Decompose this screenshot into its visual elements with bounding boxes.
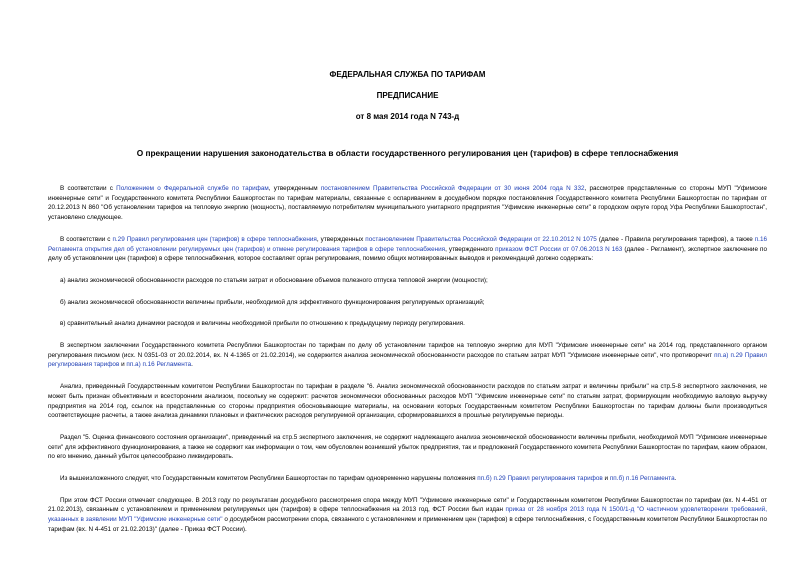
paragraph-1: В соответствии с Положением о Федеральной службе по тарифам, утвержденным постановлением Правительства Российской Федерации от 30 июня 2004 года N 332, рассмотрев представленные со стороны МУП "Уфимские инженерные сети" и Государственного комитета Республики Башкортостан по тарифам материалы, связанные с оспариванием в досудебном порядке постановления Государственного комитета Республики Башкортостан по тарифам от 20.12.2013 N 860 "Об установлении тарифов на тепловую энергию (мощность), поставляемую потребителям муниципального унитарного предприятия "Уфимские инженерные сети" в городском округе город Уфа Республики Башкортостан", установлено следующее. bbox=[48, 185, 767, 222]
paragraph-6: Из вышеизложенного следует, что Государственным комитетом Республики Башкортостан по тарифам одновременно нарушены положения пп.б) п.29 Правил регулирования тарифов и пп.б) п.16 Регламента. bbox=[60, 475, 677, 483]
link-government-resolution-332[interactable]: постановлением Правительства Российской Федерации от 30 июня 2004 года N 332 bbox=[320, 185, 585, 192]
paragraph-4: Анализ, приведенный Государственным комитетом Республики Башкортостан по тарифам в разделе "6. Анализ экономической обоснованности расходов по статьям затрат и величины прибыли" на стр.5-8 экспертного заключения, не может быть признан объективным и всесторонним анализом, поскольку не содержит: расчетов экономически обоснованных расходов МУП "Уфимские инженерные сети" по статьям затрат, формирующим необходимую валовую выручку предприятия на 2014 год, ссылок на представленные со стороны предприятия обосновывающие материалы, на основании которых Государственным комитетом Республики Башкортостан по тарифам должны были производиться соответствующие расчеты, а также анализа динамики плановых и фактических расходов регулируемой организации, сформировавшихся в прошлые регулируемые периоды. bbox=[48, 383, 767, 420]
document-title: О прекращении нарушения законодательства в области государственного регулирования цен (тарифов) в сфере теплоснабжения bbox=[136, 148, 679, 158]
paragraph-7: При этом ФСТ России отмечает следующее. В 2013 году по результатам досудебного рассмотрения спора между МУП "Уфимские инженерные сети" и Государственным комитетом Республики Башкортостан по тарифам (вх. N 4-451 от 21.02.2013), связанным с установлением и применением регулируемых цен (тарифов) в сфере теплоснабжения на 2013 год, ФСТ России был издан приказ от 28 ноября 2013 года N 1500/1-д "О частичном удовлетворении требований, указанных в заявлении МУП "Уфимские инженерные сети" о досудебном рассмотрении спора, связанного с установлением и применением цен (тарифов) в сфере теплоснабжения, с Государственным комитетом Республики Башкортостан по тарифам (вх. N 4-451 от 21.02.2013)" (далее - Приказ ФСТ России). bbox=[48, 496, 767, 533]
list-item-v: в) сравнительный анализ динамики расходов и величины необходимой прибыли по отношению к предыдущему периоду регулирования. bbox=[60, 320, 465, 328]
paragraph-3: В экспертном заключении Государственного комитета Республики Башкортостан по тарифам по делу об установлении тарифов на тепловую энергию для МУП "Уфимские инженерные сети" на 2014 год, представленного органом регулирования письмом (исх. N 0351-03 от 20.02.2014, вх. N 4-1365 от 21.02.2014), не содержится анализа экономической обоснованности расходов по статьям затрат МУП "Уфимские инженерные сети", что противоречит пп.а) п.29 Правил регулирования тарифов и пп.а) п.16 Регламента. bbox=[48, 342, 767, 369]
list-item-b: б) анализ экономической обоснованности величины прибыли, необходимой для эффективного функционирования регулируемых организаций; bbox=[60, 298, 485, 306]
paragraph-2: В соответствии с п.29 Правил регулирования цен (тарифов) в сфере теплоснабжения, утвержденных постановлением Правительства Российской Федерации от 22.10.2012 N 1075 (далее - Правила регулирования тарифов), а также п.16 Регламента открытия дел об установлении регулируемых цен (тарифов) и отмене регулирования тарифов в сфере теплоснабжения, утвержденного приказом ФСТ России от 07.06.2013 N 163 (далее - Регламент), экспертное заключение по делу об установлении цен (тарифов) в сфере теплоснабжения, которое составляет орган регулирования, помимо общих мотивированных выводов и рекомендаций должно содержать: bbox=[48, 235, 768, 263]
link-fst-order-1500[interactable]: приказ от 28 ноября 2013 года N 1500/1-д "О частичном удовлетворении требований, указанных в заявлении МУП "Уфимские инженерные сети" bbox=[48, 506, 767, 524]
link-reglament-16b[interactable]: пп.б) п.16 Регламента bbox=[609, 475, 675, 483]
link-rules-p29[interactable]: п.29 Правил регулирования цен (тарифов) в сфере теплоснабжения bbox=[112, 235, 317, 243]
list-item-a: а) анализ экономической обоснованности расходов по статьям затрат и обоснование объемов полезного отпуска тепловой энергии (мощности); bbox=[60, 276, 488, 284]
link-government-resolution-1075[interactable]: постановлением Правительства Российской Федерации от 22.10.2012 N 1075 bbox=[365, 235, 597, 243]
link-rules-29b[interactable]: пп.б) п.29 Правил регулирования тарифов bbox=[477, 475, 603, 483]
link-fst-order-163[interactable]: приказом ФСТ России от 07.06.2013 N 163 bbox=[495, 245, 623, 253]
document-type: ПРЕДПИСАНИЕ bbox=[376, 91, 439, 100]
document bbox=[48, 70, 767, 547]
paragraph-5: Раздел "5. Оценка финансового состояния организации", приведенный на стр.5 экспертного заключения, не содержит надлежащего анализа экономической обоснованности величины прибыли, необходимой МУП "Уфимские инженерные сети" для эффективного функционирования, а также не содержит как информации о том, чем обусловлен возникший убыток предприятия, так и предложений Государственного комитета Республики Башкортостан по тарифам, каким образом, по его мнению, данный убыток целесообразно ликвидировать. bbox=[48, 433, 767, 461]
link-reglament-p16[interactable]: п.16 Регламента открытия дел об установлении регулируемых цен (тарифов) и отмене регулирования тарифов в сфере теплоснабжения bbox=[48, 235, 768, 253]
link-rules-29a[interactable]: пп.а) п.29 Правил регулирования тарифов bbox=[48, 351, 767, 369]
link-fst-regulation[interactable]: Положением о Федеральной службе по тарифам bbox=[116, 185, 269, 192]
document-date-number: от 8 мая 2014 года N 743-д bbox=[355, 112, 460, 121]
link-reglament-16a[interactable]: пп.а) п.16 Регламента bbox=[126, 361, 192, 369]
agency-name: ФЕДЕРАЛЬНАЯ СЛУЖБА ПО ТАРИФАМ bbox=[329, 70, 486, 79]
